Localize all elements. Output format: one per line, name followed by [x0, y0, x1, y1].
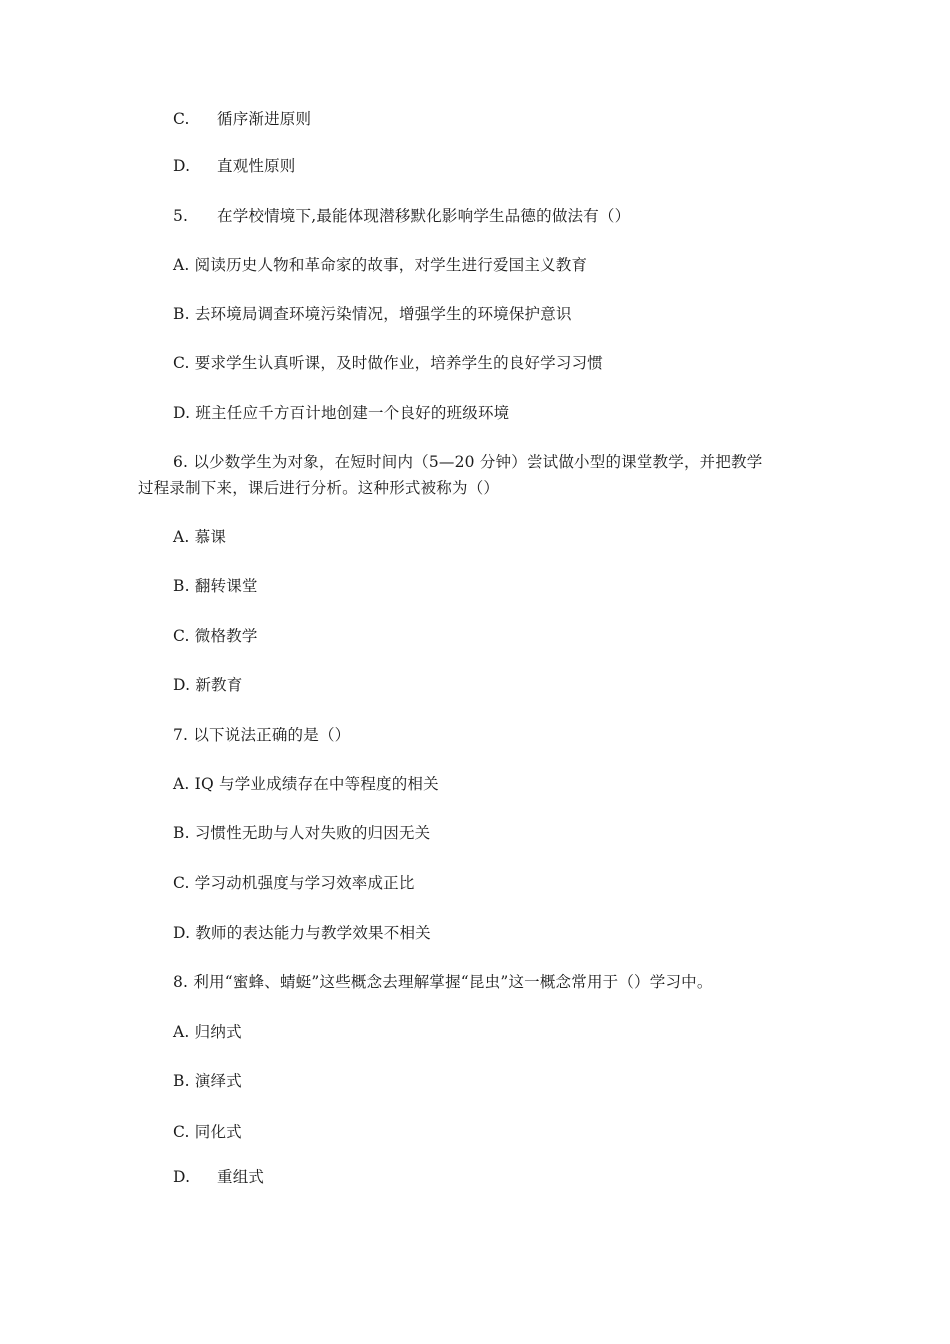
option-text: 演绎式: [194, 1072, 242, 1090]
option-label: B.: [173, 305, 190, 323]
option-label: A.: [173, 256, 190, 274]
option-text: 新教育: [195, 676, 243, 694]
question-7-option-b: [173, 823, 430, 843]
question-text: 以下说法正确的是（）: [193, 726, 351, 744]
option-label: C.: [173, 1123, 190, 1141]
question-6-option-b: [173, 576, 258, 596]
option-label: D.: [173, 1168, 191, 1186]
option-label: D.: [173, 924, 191, 942]
option-d-previous-question: [173, 156, 296, 176]
option-label: C.: [173, 110, 190, 128]
question-5: [173, 206, 630, 226]
option-label: B.: [173, 577, 190, 595]
option-label: C.: [173, 874, 190, 892]
option-text: 循序渐进原则: [217, 110, 312, 128]
question-number: 8.: [173, 973, 189, 991]
question-8-option-d: [173, 1167, 264, 1187]
option-label: D.: [173, 676, 191, 694]
option-text: 直观性原则: [217, 157, 296, 175]
question-7-option-a: [173, 774, 439, 794]
question-5-option-c: [173, 353, 603, 373]
option-text: 微格教学: [194, 627, 258, 645]
option-text: 班主任应千方百计地创建一个良好的班级环境: [195, 404, 510, 422]
option-label: C.: [173, 354, 190, 372]
question-5-option-a: [173, 255, 587, 275]
option-text: 阅读历史人物和革命家的故事，对学生进行爱国主义教育: [194, 256, 588, 274]
option-label: D.: [173, 404, 191, 422]
option-text: 翻转课堂: [194, 577, 258, 595]
option-text: 教师的表达能力与教学效果不相关: [195, 924, 431, 942]
option-text: 习惯性无助与人对失败的归因无关: [194, 824, 431, 842]
option-text: IQ 与学业成绩存在中等程度的相关: [194, 775, 439, 793]
question-6-continuation: [138, 478, 499, 498]
option-text: 去环境局调查环境污染情况，增强学生的环境保护意识: [194, 305, 572, 323]
question-number: 5.: [173, 207, 189, 225]
option-label: B.: [173, 1072, 190, 1090]
question-8-option-c: [173, 1122, 242, 1142]
question-5-option-b: [173, 304, 572, 324]
question-number: 7.: [173, 726, 189, 744]
question-8-option-b: [173, 1071, 242, 1091]
option-label: C.: [173, 627, 190, 645]
option-label: A.: [173, 528, 190, 546]
question-7-option-d: [173, 923, 431, 943]
option-label: D.: [173, 157, 191, 175]
question-7-option-c: [173, 873, 415, 893]
question-5-option-d: [173, 403, 509, 423]
question-text: 利用“蜜蜂、蜻蜓”这些概念去理解掌握“昆虫”这一概念常用于（）学习中。: [193, 973, 713, 991]
option-label: B.: [173, 824, 190, 842]
question-6: [173, 452, 762, 472]
question-6-option-d: [173, 675, 242, 695]
option-text: 要求学生认真听课，及时做作业，培养学生的良好学习习惯: [194, 354, 603, 372]
option-text: 慕课: [194, 528, 227, 546]
question-text: 在学校情境下,最能体现潜移默化影响学生品德的做法有（）: [217, 207, 631, 225]
question-6-option-a: [173, 527, 226, 547]
question-6-option-c: [173, 626, 258, 646]
option-text: 重组式: [217, 1168, 265, 1186]
option-label: A.: [173, 775, 190, 793]
question-text-continuation: 过程录制下来，课后进行分析。这种形式被称为（）: [138, 479, 500, 497]
option-c-previous-question: [173, 109, 311, 129]
question-number: 6.: [173, 453, 189, 471]
question-8: [173, 972, 713, 992]
option-text: 同化式: [194, 1123, 242, 1141]
question-text: 以少数学生为对象，在短时间内（5—20 分钟）尝试做小型的课堂教学，并把教学: [193, 453, 763, 471]
option-text: 学习动机强度与学习效率成正比: [194, 874, 415, 892]
question-8-option-a: [173, 1022, 242, 1042]
option-label: A.: [173, 1023, 190, 1041]
option-text: 归纳式: [194, 1023, 242, 1041]
question-7: [173, 725, 350, 745]
